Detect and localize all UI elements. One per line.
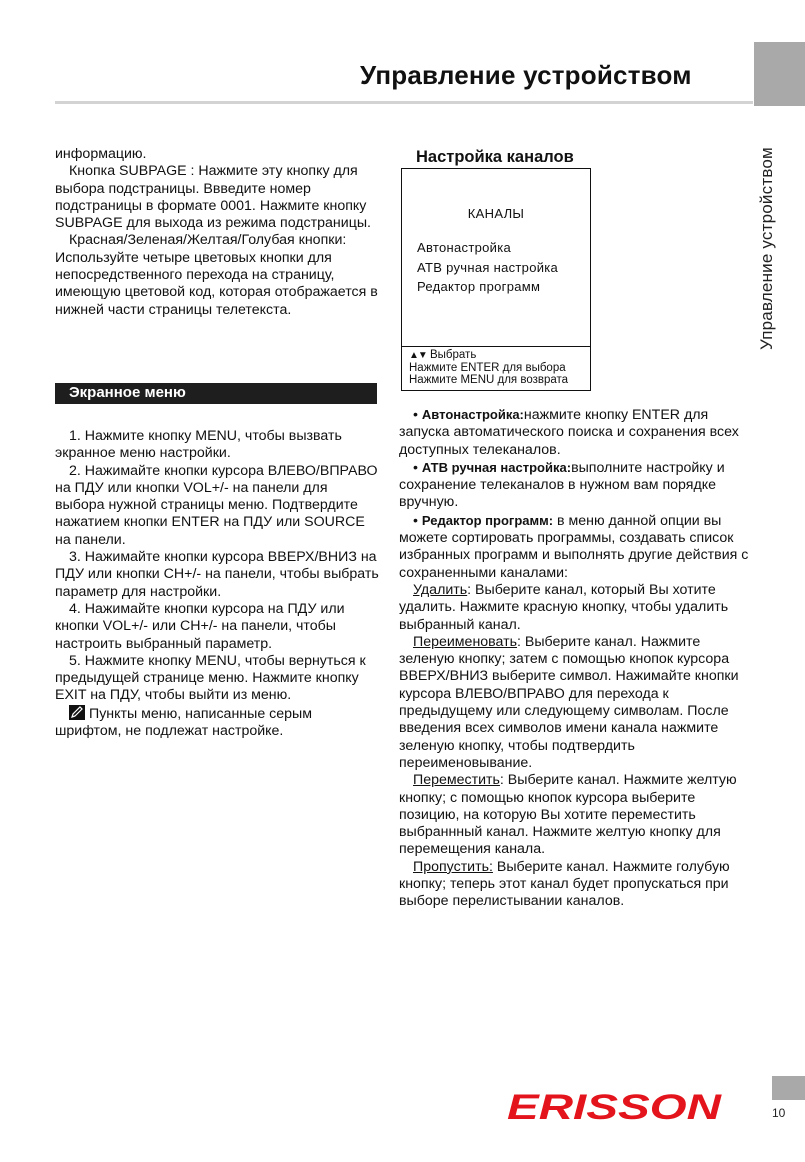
bullet-label: Редактор программ: bbox=[421, 512, 554, 528]
editor-desc: : Выберите канал. Нажмите зеленую кнопку; затем с помощью кнопок курсора ВВЕРХ/ВНИЗ выберите символ. Нажимайте кнопки курсора ВЛЕВО/ВПРАВО для перехода к предыдущему или следующему символам. После введения всех символов имени канала нажмите зеленую кнопку, чтобы подтвердить переименовывание. bbox=[399, 633, 739, 771]
paragraph-subpage: Кнопка SUBPAGE : Нажмите эту кнопку для выбора подстраницы. Ввведите номер подстраницы в формате 0001. Нажмите кнопку SUBPAGE для выхода из режима подстраницы. bbox=[55, 163, 371, 232]
hint-enter: Нажмите ENTER для выбора bbox=[409, 362, 566, 374]
bullet-auto-tune: • Автонастройка:нажмите кнопку ENTER для запуска автоматического поиска и сохранения всех доступных телеканалов. bbox=[399, 407, 739, 458]
left-column-steps bbox=[55, 428, 380, 740]
editor-desc: Выберите канал. Нажмите голубую кнопку; теперь этот канал будет пропускаться при выборе перелистывании каналов. bbox=[399, 858, 730, 910]
editor-skip bbox=[399, 859, 749, 911]
note-pencil-icon bbox=[69, 705, 85, 720]
editor-term: Переименовать bbox=[413, 633, 518, 650]
section-heading-channels: Настройка каналов bbox=[416, 148, 574, 166]
note-paragraph bbox=[55, 705, 380, 741]
menu-footer-hints bbox=[402, 346, 590, 386]
osd-menu-screen bbox=[401, 168, 591, 391]
bullet-text: нажмите кнопку ENTER для запуска автоматического поиска и сохранения всех доступных телеканалов. bbox=[399, 407, 739, 458]
step-item: 3. Нажимайте кнопки курсора ВВЕРХ/ВНИЗ на ПДУ или кнопки CH+/- на панели, чтобы выбрать параметр для настройки. bbox=[55, 549, 379, 600]
bullet-label: АТВ ручная настройка: bbox=[421, 459, 572, 475]
note-text: Пункты меню, написанные серым шрифтом, не подлежат настройке. bbox=[55, 705, 312, 740]
editor-rename bbox=[399, 634, 749, 772]
hint-menu: Нажмите MENU для возврата bbox=[409, 374, 569, 386]
editor-desc: : Выберите канал. Нажмите желтую кнопку; с помощью кнопок курсора выберите позицию, на которую Вы хотите переместить выбраннный канал. Нажмите желтую кнопку для перемещения канала. bbox=[399, 772, 737, 858]
page-number-tab bbox=[772, 1076, 805, 1100]
left-column-intro bbox=[55, 146, 380, 319]
menu-item-program-editor: Редактор программ bbox=[417, 279, 541, 294]
step-item: 4. Нажимайте кнопки курсора на ПДУ или кнопки VOL+/- или CH+/- на панели, чтобы настроить выбранный параметр. bbox=[55, 600, 345, 652]
paragraph-color-keys: Красная/Зеленая/Желтая/Голубая кнопки: Используйте четыре цветовых кнопки для непосредственного перехода на страницу, имеющую цветовой код, которая отображается в нижней части страницы телетекста. bbox=[55, 232, 378, 318]
section-heading-text: Экранное меню bbox=[69, 384, 186, 401]
editor-term: Удалить bbox=[413, 581, 468, 598]
editor-move bbox=[399, 772, 749, 858]
bullet-text: в меню данной опции вы можете сортировать программы, создавать список избранных программ и выполнять другие действия с сохраненными каналами: bbox=[399, 512, 749, 581]
bullet-label: Автонастройка: bbox=[421, 407, 524, 422]
side-section-label: Управление устройством bbox=[757, 147, 776, 350]
menu-heading: КАНАЛЫ bbox=[467, 206, 525, 221]
hint-select: Выбрать bbox=[430, 349, 477, 361]
header-divider bbox=[55, 101, 753, 104]
section-heading-screen-menu bbox=[55, 383, 377, 404]
up-down-arrows-icon: ▲▼ bbox=[409, 350, 427, 361]
page-number: 10 bbox=[772, 1106, 786, 1120]
editor-desc: : Выберите канал, который Вы хотите удалить. Нажмите красную кнопку, чтобы удалить выбранный канал. bbox=[399, 581, 729, 633]
brand-logo-text: ERISSON bbox=[507, 1089, 722, 1125]
editor-term: Переместить bbox=[413, 772, 500, 789]
menu-item-manual-tune: АТВ ручная настройка bbox=[417, 260, 559, 275]
step-item: 5. Нажмите кнопку MENU, чтобы вернуться к предыдущей странице меню. Нажмите кнопку EXIT на ПДУ, чтобы выйти из меню. bbox=[55, 652, 366, 704]
right-column-text bbox=[399, 406, 749, 911]
brand-logo-graphic bbox=[505, 1089, 723, 1125]
menu-item-auto-tune: Автонастройка bbox=[417, 240, 512, 255]
brand-logo bbox=[505, 1089, 723, 1125]
paragraph: информацию. bbox=[55, 146, 147, 162]
editor-delete bbox=[399, 582, 749, 634]
step-item: 2. Нажимайте кнопки курсора ВЛЕВО/ВПРАВО на ПДУ или кнопки VOL+/- на панели для выбора нужной страницы меню. Подтвердите нажатием кнопки ENTER на ПДУ или SOURCE на панели. bbox=[55, 462, 378, 548]
step-item: 1. Нажмите кнопку MENU, чтобы вызвать экранное меню настройки. bbox=[55, 428, 342, 462]
bullet-program-editor: • Редактор программ: в меню данной опции вы можете сортировать программы, создавать список избранных программ и выполнять другие действия с сохраненными каналами: bbox=[399, 512, 749, 581]
editor-term: Пропустить: bbox=[413, 858, 493, 875]
bullet-text: выполните настройку и сохранение телеканалов в нужном вам порядке вручную. bbox=[399, 459, 725, 511]
bullet-manual-tune: • АТВ ручная настройка:выполните настройку и сохранение телеканалов в нужном вам порядке вручную. bbox=[399, 459, 725, 511]
page-title: Управление устройством bbox=[360, 60, 692, 90]
